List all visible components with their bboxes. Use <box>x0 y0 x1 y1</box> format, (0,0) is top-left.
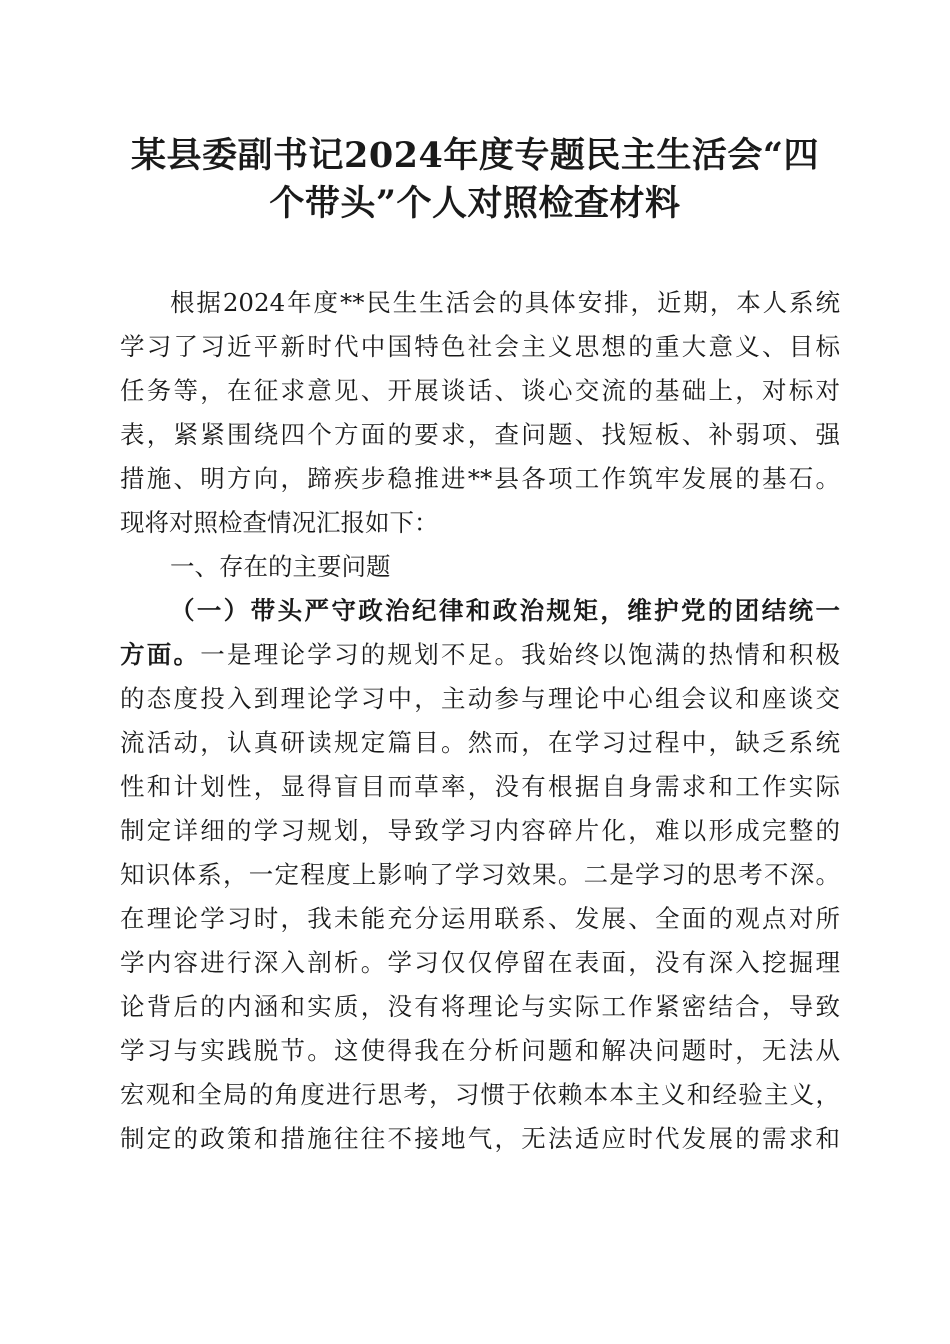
paragraph-line: 学内容进行深入剖析。学习仅仅停留在表面，没有深入挖掘理 <box>120 948 840 977</box>
intro-line-3: 任务等，在征求意见、开展谈话、谈心交流的基础上，对标对 <box>120 376 840 405</box>
subsection-heading-tail: 方面。 <box>120 640 201 669</box>
paragraph-line: 性和计划性，显得盲目而草率，没有根据自身需求和工作实际 <box>120 772 840 801</box>
paragraph-line: 在理论学习时，我未能充分运用联系、发展、全面的观点对所 <box>120 904 840 933</box>
paragraph-line: 制定的政策和措施往往不接地气，无法适应时代发展的需求和 <box>120 1124 840 1153</box>
intro-line-4: 表，紧紧围绕四个方面的要求，查问题、找短板、补弱项、强 <box>120 420 840 449</box>
title-line-1: 某县委副书记2024年度专题民主生活会“四 <box>130 135 820 176</box>
intro-line-6: 现将对照检查情况汇报如下： <box>120 508 439 537</box>
document-body <box>120 281 840 1161</box>
paragraph-line: 知识体系，一定程度上影响了学习效果。二是学习的思考不深。 <box>120 860 840 889</box>
document-title <box>100 132 850 228</box>
paragraph-line: 学习与实践脱节。这使得我在分析问题和解决问题时，无法从 <box>120 1036 840 1065</box>
paragraph-line: 论背后的内涵和实质，没有将理论与实际工作紧密结合，导致 <box>120 992 840 1021</box>
paragraph-line: 的态度投入到理论学习中，主动参与理论中心组会议和座谈交 <box>120 684 840 713</box>
section-heading: 一、存在的主要问题 <box>170 552 391 581</box>
intro-line-5: 措施、明方向，蹄疾步稳推进**县各项工作筑牢发展的基石。 <box>120 464 840 493</box>
title-line-2: 个带头”个人对照检查材料 <box>269 183 681 224</box>
paragraph-line: 流活动，认真研读规定篇目。然而，在学习过程中，缺乏系统 <box>120 728 840 757</box>
subsection-heading-line-1: （一）带头严守政治纪律和政治规矩，维护党的团结统一 <box>170 596 840 625</box>
paragraph-line: 宏观和全局的角度进行思考，习惯于依赖本本主义和经验主义， <box>120 1080 840 1109</box>
paragraph-line: 制定详细的学习规划，导致学习内容碎片化，难以形成完整的 <box>120 816 840 845</box>
intro-line-1: 根据2024年度**民生生活会的具体安排，近期，本人系统 <box>170 288 840 317</box>
subsection-heading-line-2 <box>120 633 840 677</box>
paragraph-line-start: 一是理论学习的规划不足。我始终以饱满的热情和积极 <box>200 640 840 669</box>
intro-line-2: 学习了习近平新时代中国特色社会主义思想的重大意义、目标 <box>120 332 840 361</box>
